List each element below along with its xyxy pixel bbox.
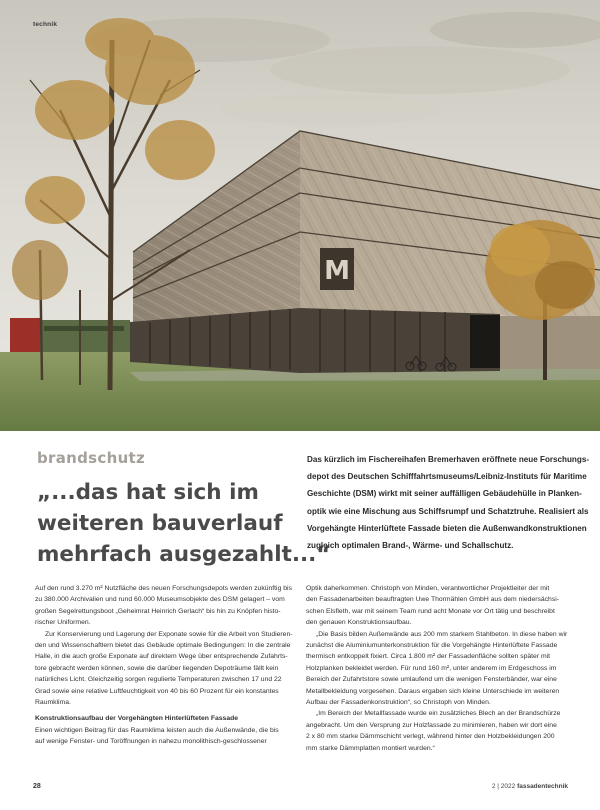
body-line: Einen wichtigen Beitrag für das Raumklima leisten auch die Außenwände, die bis xyxy=(35,726,279,734)
body-line: Zur Konservierung und Lagerung der Exponate sowie für die Arbeit von Studieren- xyxy=(45,630,293,638)
body-column-left xyxy=(35,583,300,748)
headline-line: „...das hat sich im xyxy=(37,480,259,505)
body-line: mm starke Dämmplatten montiert wurden.“ xyxy=(306,744,435,752)
body-line: den und Wissenschaftlern bietet das Gebäude optimale Bedingungen: In die zentrale xyxy=(35,642,291,650)
body-line: den Fassadenarbeiten beauftragten Uwe Thormählen GmbH aus dem niedersächsi- xyxy=(306,596,560,604)
headline xyxy=(37,477,331,570)
teaser-line: depot des Deutschen Schifffahrtsmuseums/Leibniz-Instituts für Maritime xyxy=(307,472,587,482)
body-line: 2 x 80 mm starke Dämmschicht verlegt, während hinter den Holzbekleidungen 200 xyxy=(306,733,555,741)
body-line: schen Elsfleth, war mit seinem Team rund acht Monate vor Ort tätig und beschreibt xyxy=(306,607,555,615)
teaser-line: Vorgehängte Hinterlüftete Fassade bieten die Außenwandkonstruktionen xyxy=(307,523,587,533)
body-line: Metallbekleidung vorgesehen. Daraus ergaben sich kleine Unterschiede im weiteren xyxy=(306,687,560,695)
body-line: „Die Basis bilden Außenwände aus 200 mm starkem Stahlbeton. In diese haben wir xyxy=(316,630,568,638)
body-line: angebracht. Um den Versprung zur Holzfassade zu minimieren, haben wir dort eine xyxy=(306,721,557,729)
page-number: 28 xyxy=(33,783,41,790)
body-line: Grad sowie eine relative Luftfeuchtigkeit von 40 bis 60 Prozent für ein konstantes xyxy=(35,687,279,695)
body-line: zunächst die Aluminiumunterkonstruktion für die Vorgehängte Hinterlüftete Fassade xyxy=(306,642,558,650)
body-line: Optik daherkommen. Christoph von Minden, verantwortlicher Projektleiter der mit xyxy=(306,585,550,592)
section-label: technik xyxy=(33,21,58,28)
logo-letter: M xyxy=(324,256,350,286)
issue-info xyxy=(492,783,568,790)
body-line: Bereich der Zufahrtstore sowie umlaufend um die wenigen Fensterbänder, war eine xyxy=(306,676,557,684)
headline-line: mehrfach ausgezahlt...“ xyxy=(37,542,331,567)
body-line: Raumklima. xyxy=(35,699,71,707)
body-line: natürliches Licht. Gleichzeitig sorgen regulierte Temperaturen zwischen 17 und 22 xyxy=(35,676,282,684)
teaser-line: Geschichte (DSM) wirkt mit seiner auffälligen Gebäudehülle in Planken- xyxy=(307,489,582,499)
body-line: thermisch entkoppelt fixiert. Circa 1.800 m² der Fassadenfläche sollten später mit xyxy=(306,653,551,661)
issue-number: 2 | 2022 xyxy=(491,783,516,790)
teaser-line: Das kürzlich im Fischereihafen Bremerhaven eröffnete neue Forschungs- xyxy=(307,455,590,464)
body-line: Auf den rund 3.270 m² Nutzfläche des neuen Forschungsdepots werden zukünftig bis xyxy=(35,585,292,592)
body-line: Halle, in die auch große Exponate auf direktem Wege über entsprechende Zufahrts- xyxy=(35,653,288,661)
teaser-line: optik wie eine Mischung aus Schiffsrumpf und Schatztruhe. Realisiert als xyxy=(307,506,589,516)
body-line: tore gebracht werden können, sowie die darüber liegenden Depoträume fällt kein xyxy=(35,664,279,672)
body-line: Holzplanken bekleidet werden. Für rund 160 m², unter anderem im Erdgeschoss im xyxy=(306,664,557,672)
body-line: auf wenige Fenster- und Toröffnungen in nahezu monolithisch-geschlossener xyxy=(35,738,267,746)
body-line: großen Segelrettungsboot „Geheimrat Heinrich Gerlach“ bis hin zu Knöpfen histo- xyxy=(35,607,281,615)
body-line: „Im Bereich der Metallfassade wurde ein zusätzliches Blech an der Brandschürze xyxy=(316,710,561,718)
teaser-line: zugleich optimalen Brand-, Wärme- und Schallschutz. xyxy=(307,541,514,551)
teaser xyxy=(307,451,590,554)
magazine-name: fassadentechnik xyxy=(517,783,568,790)
body-line: Aufbau der Fassadenkonstruktion“, so Christoph von Minden. xyxy=(306,699,491,707)
body-line: zu 380.000 Archivalien und rund 60.000 Museumsobjekte des DSM gelagert – vom xyxy=(35,596,285,604)
body-column-right xyxy=(306,583,571,754)
body-line: rischer Uniformen. xyxy=(35,619,91,627)
body-line: den genauen Konstruktionsaufbau. xyxy=(306,619,412,627)
headline-line: weiteren bauverlauf xyxy=(37,511,283,536)
kicker: brandschutz xyxy=(37,449,146,467)
subheading: Konstruktionsaufbau der Vorgehängten Hinterlüfteten Fassade xyxy=(35,715,239,723)
